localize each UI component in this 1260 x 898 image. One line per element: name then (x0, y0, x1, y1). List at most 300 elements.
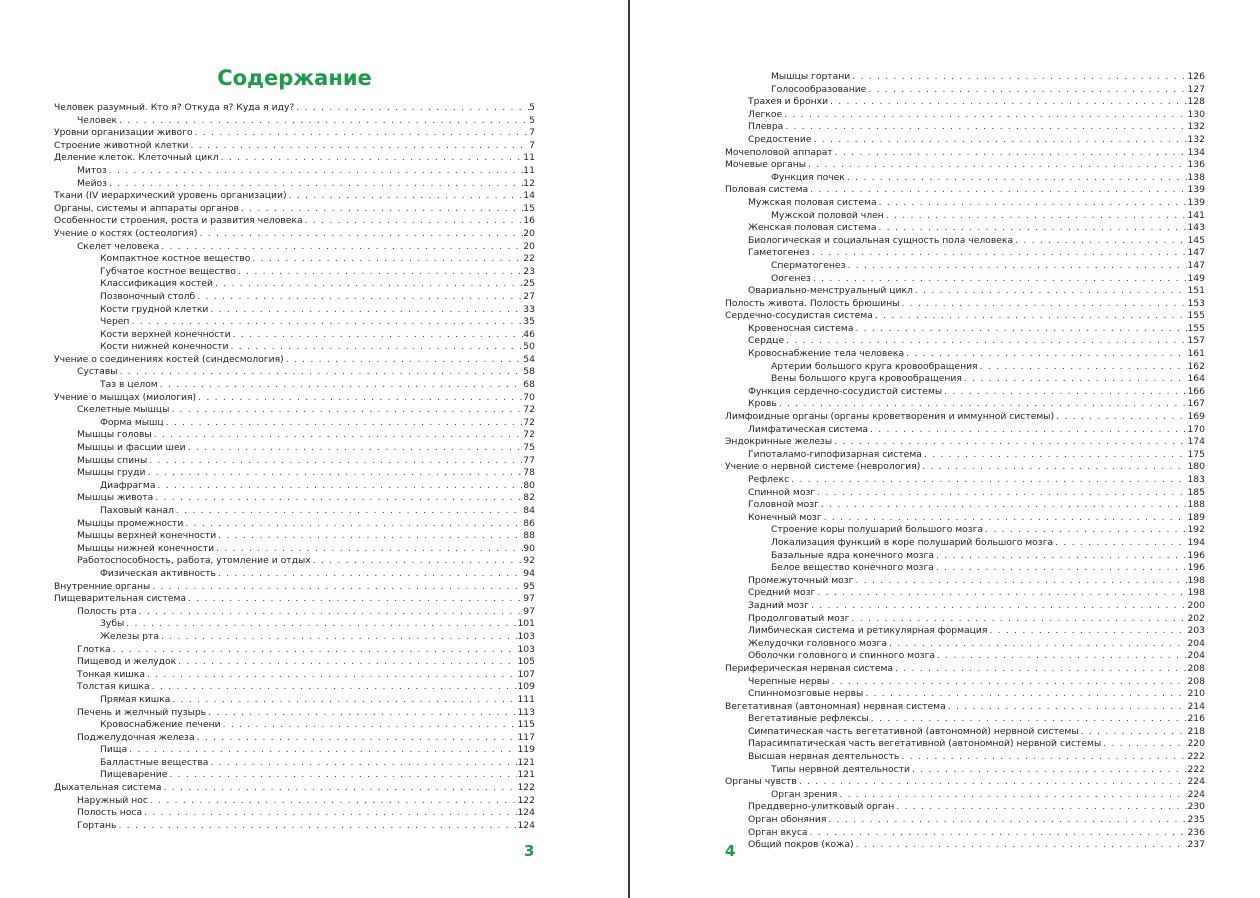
toc-entry[interactable] (725, 726, 1205, 739)
toc-entry[interactable] (725, 436, 1205, 449)
dot-leader (145, 467, 523, 480)
toc-entry-label: Полость носа (77, 807, 143, 819)
toc-entry[interactable] (725, 801, 1205, 814)
toc-entry-page: 236 (1187, 826, 1205, 838)
dot-leader (198, 228, 524, 241)
toc-entry-page: 189 (1187, 511, 1205, 523)
toc-entry[interactable] (725, 373, 1205, 386)
toc-entry[interactable] (725, 361, 1205, 374)
toc-entry[interactable] (54, 530, 535, 543)
toc-entry-page: 103 (517, 643, 535, 655)
dot-leader (783, 121, 1187, 134)
page-title: Содержание (217, 66, 372, 90)
toc-entry[interactable] (54, 379, 535, 392)
dot-leader (129, 316, 523, 329)
dot-leader (236, 266, 523, 279)
dot-leader (893, 663, 1187, 676)
toc-entry-page: 70 (523, 391, 535, 403)
toc-entry[interactable] (725, 260, 1205, 273)
toc-entry[interactable] (725, 210, 1205, 223)
toc-entry[interactable] (54, 581, 535, 594)
toc-entry-label: Кровеносная система (748, 322, 854, 334)
toc-entry[interactable] (725, 713, 1205, 726)
toc-entry[interactable] (54, 467, 535, 480)
dot-leader (155, 480, 523, 493)
toc-entry-page: 162 (1187, 360, 1205, 372)
toc-entry-page: 132 (1187, 133, 1205, 145)
toc-entry-page: 124 (517, 807, 535, 819)
toc-entry[interactable] (725, 814, 1205, 827)
toc-entry-label: Человек (77, 114, 118, 126)
toc-entry-page: 149 (1187, 272, 1205, 284)
toc-entry[interactable] (725, 701, 1205, 714)
toc-entry[interactable] (54, 492, 535, 505)
toc-entry-label: Кровоснабжение печени (100, 719, 221, 731)
dot-leader (887, 638, 1188, 651)
toc-entry[interactable] (725, 575, 1205, 588)
toc-entry[interactable] (54, 707, 535, 720)
toc-entry[interactable] (54, 429, 535, 442)
toc-entry[interactable] (725, 273, 1205, 286)
dot-leader (229, 341, 524, 354)
toc-entry-label: Вегетативная (автономная) нервная система (725, 700, 946, 712)
dot-leader (900, 298, 1188, 311)
toc-entry-page: 151 (1187, 285, 1205, 297)
toc-entry[interactable] (54, 669, 535, 682)
dot-leader (877, 197, 1188, 210)
toc-entry[interactable] (54, 543, 535, 556)
toc-entry[interactable] (725, 839, 1205, 852)
toc-entry[interactable] (54, 631, 535, 644)
toc-entry[interactable] (54, 442, 535, 455)
toc-entry-page: 139 (1187, 196, 1205, 208)
dot-leader (922, 449, 1188, 462)
toc-entry-page: 20 (523, 240, 535, 252)
toc-entry-page: 33 (523, 303, 535, 315)
toc-entry[interactable] (54, 820, 535, 833)
dot-leader (822, 512, 1188, 525)
toc-entry-page: 72 (523, 429, 535, 441)
toc-entry-label: Учение о нервной системе (неврология) (725, 461, 921, 473)
toc-entry-label: Трахея и бронхи (748, 96, 829, 108)
toc-entry-page: 27 (523, 290, 535, 302)
toc-entry-page: 103 (517, 630, 535, 642)
toc-entry-label: Ткани (IV иерархический уровень организации) (54, 190, 287, 202)
toc-entry-page: 126 (1187, 71, 1205, 82)
toc-entry-label: Пищевод и желудок (77, 656, 177, 668)
toc-entry-page: 132 (1187, 121, 1205, 133)
toc-entry-page: 203 (1187, 625, 1205, 637)
toc-entry[interactable] (54, 769, 535, 782)
toc-entry-page: 196 (1187, 562, 1205, 574)
toc-entry-label: Женская половая система (748, 222, 877, 234)
toc-entry[interactable] (725, 751, 1205, 764)
toc-entry-label: Учение о костях (остеология) (54, 227, 198, 239)
toc-entry-label: Кости верхней конечности (100, 328, 231, 340)
toc-entry[interactable] (725, 134, 1205, 147)
dot-leader (303, 215, 524, 228)
toc-entry-label: Рефлекс (748, 474, 790, 485)
toc-entry[interactable] (54, 744, 535, 757)
toc-entry-page: 202 (1187, 612, 1205, 624)
toc-entry-page: 128 (1187, 96, 1205, 108)
toc-entry[interactable] (725, 600, 1205, 613)
toc-entry[interactable] (725, 222, 1205, 235)
toc-entry[interactable] (725, 738, 1205, 751)
toc-entry[interactable] (725, 562, 1205, 575)
dot-leader (1053, 537, 1187, 550)
toc-entry-page: 22 (523, 253, 535, 265)
toc-entry-page: 35 (523, 316, 535, 328)
toc-entry-label: Оболочки головного и спинного мозга (748, 650, 936, 662)
toc-entry-label: Строение коры полушарий большого мозга (771, 524, 984, 536)
dot-leader (826, 814, 1187, 827)
dot-leader (935, 650, 1187, 663)
toc-entry-label: Локализация функций в коре полушарий большого мозга (771, 536, 1054, 548)
toc-entry[interactable] (54, 215, 535, 228)
toc-entry[interactable] (54, 304, 535, 317)
toc-entry[interactable] (725, 524, 1205, 537)
toc-entry[interactable] (54, 152, 535, 165)
toc-entry[interactable] (54, 404, 535, 417)
dot-leader (145, 669, 517, 682)
toc-entry-page: 58 (523, 366, 535, 378)
toc-entry-page: 75 (523, 442, 535, 454)
toc-entry-label: Белое вещество конечного мозга (771, 562, 934, 574)
toc-entry-label: Кости нижней конечности (100, 341, 229, 353)
toc-entry-label: Таз в целом (100, 379, 158, 391)
toc-entry[interactable] (54, 266, 535, 279)
toc-entry-page: 5 (529, 102, 535, 113)
toc-entry-page: 155 (1187, 310, 1205, 322)
dot-leader (186, 442, 524, 455)
toc-entry-page: 105 (517, 656, 535, 668)
toc-entry-page: 143 (1187, 222, 1205, 234)
toc-entry-label: Вены большого круга кровообращения (771, 373, 962, 385)
page-number-right: 4 (725, 842, 736, 860)
toc-entry[interactable] (725, 96, 1205, 109)
toc-entry-label: Овариально-менструальный цикл (748, 285, 913, 297)
dot-leader (934, 562, 1188, 575)
toc-entry-page: 77 (523, 454, 535, 466)
toc-entry-page: 222 (1187, 763, 1205, 775)
dot-leader (208, 757, 517, 770)
toc-entry[interactable] (725, 676, 1205, 689)
toc-entry-page: 155 (1187, 322, 1205, 334)
dot-leader (899, 751, 1187, 764)
toc-entry[interactable] (725, 247, 1205, 260)
dot-leader (845, 260, 1187, 273)
toc-entry[interactable] (54, 757, 535, 770)
toc-entry-label: Черепные нервы (748, 675, 830, 687)
toc-entry[interactable] (725, 71, 1205, 84)
toc-entry[interactable] (54, 253, 535, 266)
dot-leader (833, 147, 1188, 160)
dot-leader (866, 84, 1187, 97)
dot-leader (811, 273, 1188, 286)
toc-entry[interactable] (725, 474, 1205, 487)
toc-entry[interactable] (725, 84, 1205, 97)
toc-entry-page: 180 (1187, 461, 1205, 473)
toc-entry-page: 11 (523, 164, 535, 176)
dot-leader (782, 109, 1187, 122)
dot-leader (884, 210, 1188, 223)
toc-entry[interactable] (725, 172, 1205, 185)
toc-entry-label: Базальные ядра конечного мозга (771, 549, 934, 561)
toc-entry-page: 175 (1187, 448, 1205, 460)
toc-entry-page: 214 (1187, 700, 1205, 712)
toc-entry-label: Дыхательная система (54, 782, 162, 794)
toc-entry-page: 204 (1187, 637, 1205, 649)
toc-entry[interactable] (54, 354, 535, 367)
dot-leader (942, 386, 1187, 399)
toc-entry[interactable] (725, 663, 1205, 676)
toc-entry[interactable] (725, 587, 1205, 600)
dot-leader (806, 159, 1187, 172)
toc-entry-label: Череп (100, 316, 130, 328)
toc-entry[interactable] (54, 228, 535, 241)
toc-entry[interactable] (725, 197, 1205, 210)
toc-entry-label: Функция сердечно-сосудистой системы (748, 385, 943, 397)
toc-entry-label: Мышцы и фасции шеи (77, 442, 186, 454)
toc-entry-label: Губчатое костное вещество (100, 265, 236, 277)
dot-leader (854, 839, 1188, 852)
toc-entry-label: Спинномозговые нервы (748, 688, 864, 700)
toc-entry[interactable] (54, 795, 535, 808)
toc-entry-page: 224 (1187, 776, 1205, 788)
dot-leader (221, 719, 518, 732)
toc-entry-page: 122 (517, 794, 535, 806)
toc-entry[interactable] (725, 688, 1205, 701)
toc-entry-page: 94 (523, 567, 535, 579)
dot-leader (239, 203, 523, 216)
toc-entry[interactable] (725, 335, 1205, 348)
toc-entry[interactable] (54, 316, 535, 329)
toc-entry-label: Пищеварение (100, 769, 168, 781)
toc-entry[interactable] (725, 764, 1205, 777)
toc-entry[interactable] (725, 285, 1205, 298)
toc-entry[interactable] (54, 807, 535, 820)
toc-entry[interactable] (725, 613, 1205, 626)
dot-leader (828, 96, 1187, 109)
toc-entry[interactable] (725, 650, 1205, 663)
toc-entry[interactable] (54, 178, 535, 191)
dot-leader (962, 373, 1188, 386)
dot-leader (124, 618, 517, 631)
dot-leader (934, 550, 1187, 563)
toc-entry[interactable] (725, 159, 1205, 172)
dot-leader (195, 291, 523, 304)
toc-entry[interactable] (54, 593, 535, 606)
dot-leader (789, 474, 1187, 487)
toc-entry-page: 97 (523, 605, 535, 617)
toc-entry[interactable] (54, 366, 535, 379)
toc-entry-page: 167 (1187, 398, 1205, 410)
dot-leader (216, 530, 523, 543)
dot-leader (987, 625, 1187, 638)
toc-entry-page: 68 (523, 379, 535, 391)
dot-leader (107, 178, 523, 191)
toc-entry[interactable] (54, 518, 535, 531)
right-page (631, 0, 1260, 898)
toc-entry-label: Печень и желчный пузырь (77, 706, 207, 718)
dot-leader (158, 379, 524, 392)
toc-entry-label: Парасимпатическая часть вегетативной (автономной) нервной системы (748, 738, 1102, 750)
toc-entry-label: Биологическая и социальная сущность пола человека (748, 234, 1014, 246)
toc-entry-label: Продолговатый мозг (748, 612, 850, 624)
dot-leader (877, 222, 1188, 235)
toc-entry-page: 84 (523, 505, 535, 516)
toc-entry[interactable] (725, 487, 1205, 500)
toc-entry-page: 204 (1187, 650, 1205, 662)
toc-entry-label: Гипоталамо-гипофизарная система (748, 448, 922, 460)
toc-entry[interactable] (54, 694, 535, 707)
dot-leader (219, 152, 524, 165)
toc-entry-label: Мужская половая система (748, 196, 877, 208)
toc-entry[interactable] (54, 203, 535, 216)
dot-leader (216, 568, 523, 581)
toc-entry-label: Паховый канал (100, 505, 174, 516)
toc-entry[interactable] (725, 323, 1205, 336)
toc-entry[interactable] (725, 298, 1205, 311)
toc-entry-page: 170 (1187, 423, 1205, 435)
toc-list-right (725, 71, 1205, 852)
toc-entry-label: Легкое (748, 108, 783, 120)
toc-entry[interactable] (54, 505, 535, 518)
dot-leader (183, 518, 523, 531)
toc-entry[interactable] (54, 140, 535, 153)
toc-entry-page: 46 (523, 328, 535, 340)
toc-entry-page: 136 (1187, 159, 1205, 171)
dot-leader (193, 127, 530, 140)
dot-leader (159, 631, 518, 644)
toc-entry-label: Физическая активность (100, 567, 216, 579)
toc-entry[interactable] (725, 424, 1205, 437)
toc-entry[interactable] (725, 827, 1205, 840)
toc-entry-page: 5 (529, 114, 535, 126)
toc-entry[interactable] (725, 348, 1205, 361)
toc-entry-label: Периферическая нервная система (725, 662, 894, 674)
toc-entry-label: Тонкая кишка (77, 668, 145, 680)
dot-leader (170, 694, 517, 707)
toc-entry[interactable] (54, 102, 535, 115)
toc-entry[interactable] (725, 411, 1205, 424)
dot-leader (137, 606, 524, 619)
toc-entry[interactable] (725, 235, 1205, 248)
toc-entry[interactable] (54, 656, 535, 669)
toc-entry[interactable] (725, 550, 1205, 563)
toc-entry[interactable] (54, 732, 535, 745)
toc-entry-label: Мышцы головы (77, 429, 152, 441)
toc-entry-label: Мочевые органы (725, 159, 807, 171)
toc-entry[interactable] (725, 184, 1205, 197)
toc-entry-label: Задний мозг (748, 599, 810, 611)
toc-entry[interactable] (54, 618, 535, 631)
toc-entry[interactable] (54, 241, 535, 254)
toc-entry[interactable] (54, 480, 535, 493)
toc-entry[interactable] (54, 190, 535, 203)
toc-entry-label: Человек разумный. Кто я? Откуда я? Куда я иду? (54, 102, 295, 113)
toc-entry[interactable] (54, 291, 535, 304)
toc-entry[interactable] (54, 341, 535, 354)
toc-entry-page: 25 (523, 278, 535, 290)
toc-entry[interactable] (725, 499, 1205, 512)
toc-entry-label: Конечный мозг (748, 511, 822, 523)
dot-leader (294, 102, 529, 115)
toc-entry[interactable] (54, 555, 535, 568)
toc-entry[interactable] (54, 165, 535, 178)
toc-entry[interactable] (725, 386, 1205, 399)
toc-entry[interactable] (725, 398, 1205, 411)
toc-entry-page: 235 (1187, 814, 1205, 826)
dot-leader (784, 335, 1187, 348)
dot-leader (231, 329, 524, 342)
dot-leader (832, 436, 1187, 449)
dot-leader (214, 543, 523, 556)
dot-leader (111, 644, 518, 657)
toc-entry[interactable] (725, 147, 1205, 160)
toc-entry[interactable] (725, 776, 1205, 789)
toc-entry-label: Желудочки головного мозга (748, 637, 887, 649)
toc-entry-page: 50 (523, 341, 535, 353)
toc-entry-label: Внутренние органы (54, 580, 151, 592)
dot-leader (250, 253, 523, 266)
toc-entry[interactable] (54, 115, 535, 128)
dot-leader (868, 424, 1187, 437)
toc-entry[interactable] (54, 278, 535, 291)
dot-leader (983, 524, 1187, 537)
dot-leader (287, 190, 524, 203)
toc-entry-label: Полость рта (77, 605, 137, 617)
toc-entry[interactable] (54, 392, 535, 405)
toc-entry[interactable] (725, 789, 1205, 802)
toc-entry[interactable] (54, 568, 535, 581)
toc-entry[interactable] (54, 681, 535, 694)
toc-entry-page: 164 (1187, 373, 1205, 385)
toc-entry[interactable] (54, 644, 535, 657)
toc-entry[interactable] (725, 109, 1205, 122)
toc-entry[interactable] (54, 417, 535, 430)
toc-entry[interactable] (54, 455, 535, 468)
dot-leader (153, 492, 523, 505)
toc-entry[interactable] (725, 121, 1205, 134)
toc-entry-label: Орган зрения (771, 788, 838, 800)
toc-entry[interactable] (725, 638, 1205, 651)
toc-entry[interactable] (725, 537, 1205, 550)
toc-entry-label: Учение о соединениях костей (синдесмология) (54, 353, 284, 365)
toc-entry[interactable] (725, 461, 1205, 474)
toc-entry-label: Мужской половой член (771, 209, 884, 221)
toc-entry[interactable] (54, 329, 535, 342)
toc-entry[interactable] (54, 606, 535, 619)
toc-entry[interactable] (725, 449, 1205, 462)
toc-entry[interactable] (54, 127, 535, 140)
toc-entry-label: Железы рта (100, 630, 159, 642)
toc-entry-page: 145 (1187, 234, 1205, 246)
toc-entry[interactable] (54, 782, 535, 795)
toc-entry-page: 115 (517, 719, 535, 731)
toc-entry-label: Сердце (748, 335, 785, 347)
toc-entry[interactable] (725, 625, 1205, 638)
toc-entry-label: Глотка (77, 643, 111, 655)
book-spine-divider (628, 0, 630, 898)
dot-leader (152, 429, 524, 442)
toc-entry[interactable] (54, 719, 535, 732)
toc-entry-page: 97 (523, 593, 535, 605)
toc-entry-page: 121 (517, 769, 535, 781)
toc-entry[interactable] (725, 512, 1205, 525)
toc-entry[interactable] (725, 310, 1205, 323)
